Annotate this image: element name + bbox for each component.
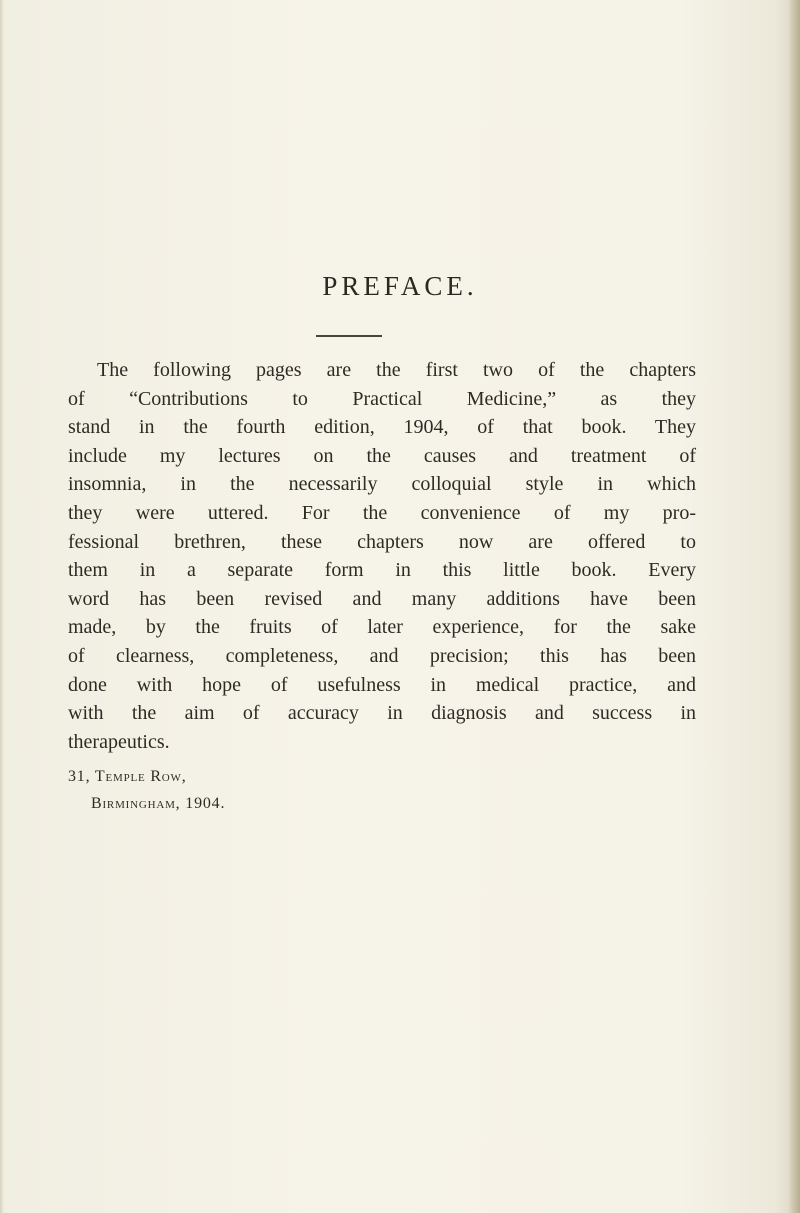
paragraph-line: word has been revised and many additions have been: [68, 587, 696, 610]
paragraph-line: therapeutics.: [68, 730, 170, 753]
paragraph-line: made, by the fruits of later experience, for the sake: [68, 616, 696, 639]
paragraph-line: insomnia, in the necessarily colloquial style in which: [68, 473, 696, 496]
signature-place-date: Birmingham, 1904.: [91, 795, 226, 812]
page-left-edge: [0, 0, 4, 1213]
page-right-edge: [788, 0, 800, 1213]
paragraph-line: with the aim of accuracy in diagnosis and success in: [68, 702, 696, 725]
preface-paragraph: [68, 356, 696, 756]
page-title: PREFACE.: [322, 271, 478, 301]
paragraph-line: them in a separate form in this little book. Every: [68, 559, 696, 582]
signature-block: [68, 763, 225, 817]
paragraph-line: of clearness, completeness, and precision; this has been: [68, 644, 696, 667]
signature-address: 31, Temple Row,: [68, 768, 187, 785]
paragraph-line: The following pages are the first two of the chapters: [97, 359, 696, 381]
paragraph-line: done with hope of usefulness in medical practice, and: [68, 673, 696, 696]
paragraph-line: they were uttered. For the convenience of my pro-: [68, 501, 696, 524]
paragraph-line: stand in the fourth edition, 1904, of that book. They: [68, 416, 696, 439]
paragraph-line: of “Contributions to Practical Medicine,” as they: [68, 387, 696, 410]
paragraph-line: fessional brethren, these chapters now are offered to: [68, 530, 696, 553]
paragraph-line: include my lectures on the causes and treatment of: [68, 444, 696, 467]
title-rule: [316, 335, 382, 337]
